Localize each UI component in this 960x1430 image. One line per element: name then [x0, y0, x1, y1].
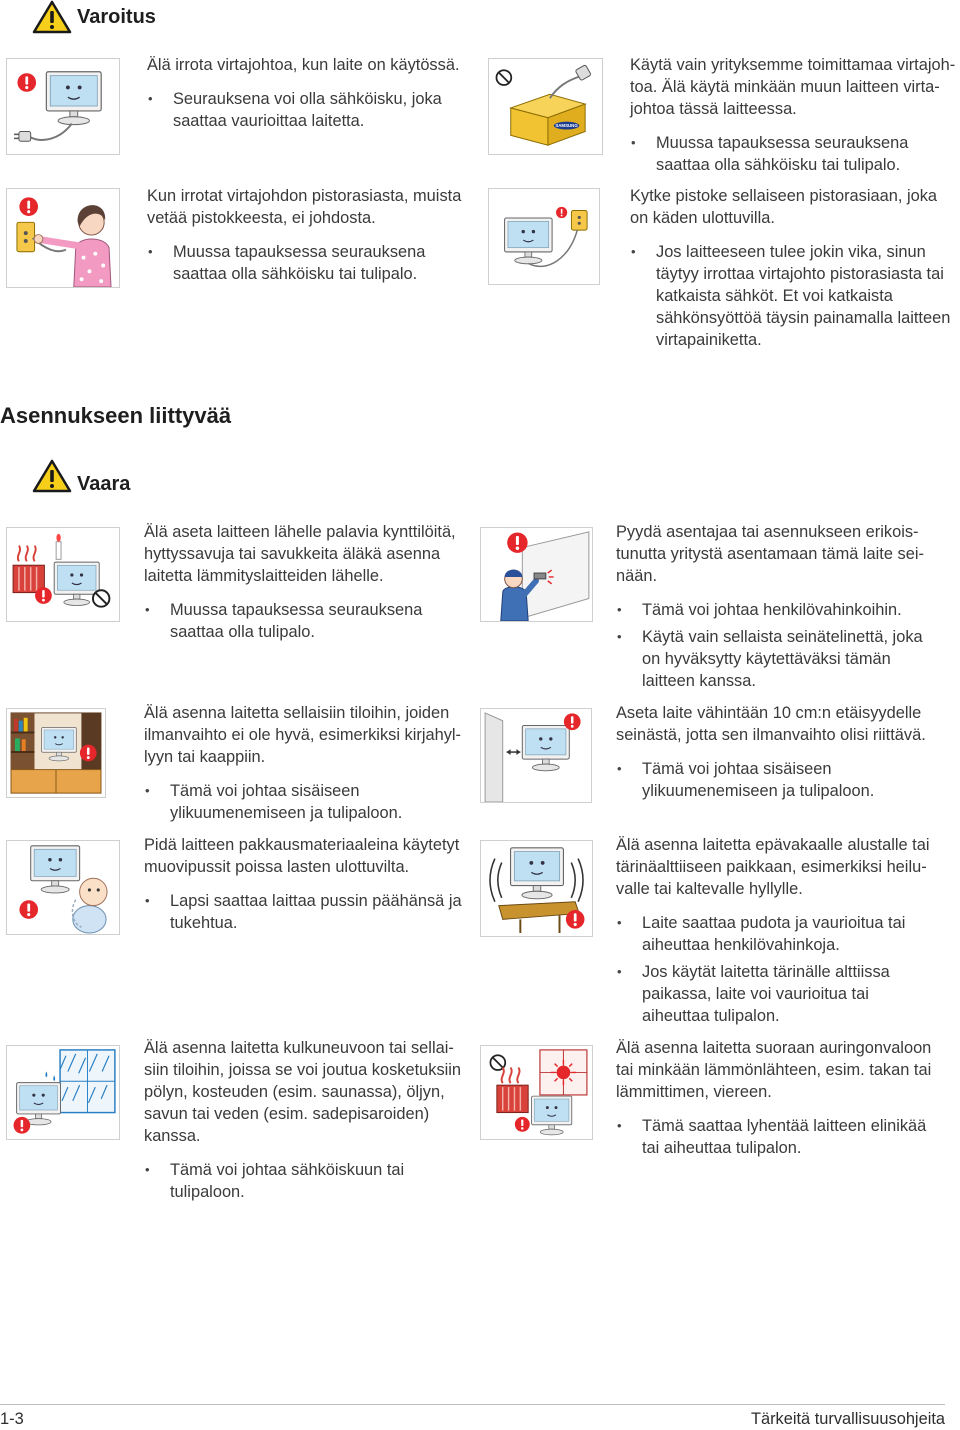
text-line: • Tämä voi johtaa sisäiseen	[642, 760, 832, 778]
exclamation-icon	[19, 900, 38, 919]
instruction-text	[144, 834, 462, 878]
warning-unplug-during-use	[147, 54, 460, 137]
text-line: virtapainiketta.	[656, 331, 762, 349]
text-line: nään.	[616, 567, 658, 585]
exclamation-icon	[515, 1117, 530, 1132]
text-line: täytyy irrottaa virtajohto pistorasiasta tai	[656, 265, 944, 283]
exclamation-icon	[19, 197, 38, 216]
text-line: tulipaloon.	[170, 1183, 245, 1201]
consequence-bullet	[144, 599, 456, 643]
consequence-bullet	[616, 599, 924, 621]
danger-heading: Vaara	[77, 473, 131, 495]
instruction-text	[147, 185, 461, 229]
text-line: johtoa tässä laitteessa.	[630, 100, 797, 118]
consequence-bullet	[147, 241, 461, 285]
text-line: katkaista sähköt. Et voi katkaista	[656, 287, 893, 305]
prohibition-icon	[496, 70, 511, 85]
text-line: lämmittimen, viereen.	[616, 1083, 772, 1101]
instruction-text	[616, 834, 929, 900]
monitor-icon	[532, 1096, 572, 1135]
consequence-bullet	[144, 780, 461, 824]
wall-mount-installer-illustration	[480, 527, 593, 622]
prohibition-icon	[93, 590, 109, 606]
instruction-text	[630, 185, 950, 229]
footer-divider	[0, 1404, 945, 1405]
exclamation-icon	[14, 1117, 31, 1134]
text-line: Aseta laite vähintään 10 cm:n etäisyydelle	[616, 704, 922, 722]
exclamation-icon	[566, 910, 585, 929]
warning-pull-plug-not-cord	[147, 185, 461, 290]
text-line: Älä aseta laitteen lähelle palavia kynttilöitä,	[144, 523, 456, 541]
monitor-icon	[522, 726, 569, 771]
consequence-bullet	[630, 241, 950, 351]
accessible-outlet-illustration	[488, 188, 600, 285]
wall-panel	[485, 713, 503, 802]
text-line: Älä irrota virtajohtoa, kun laite on käytössä.	[147, 56, 460, 74]
consequence-bullet	[616, 961, 929, 1027]
text-line: Käytä vain yrityksemme toimittamaa virtajoh-	[630, 56, 956, 74]
text-line: hyttyssavuja tai savukkeita äläkä asenna	[144, 545, 441, 563]
rainy-window-icon	[60, 1050, 115, 1113]
text-line: pölyn, kosteuden (esim. saunassa), öljyn,	[144, 1083, 445, 1101]
power-plug-icon	[14, 124, 72, 142]
wall-panel	[522, 532, 589, 618]
wall-clearance-illustration	[480, 708, 592, 803]
instruction-text	[630, 54, 955, 120]
text-line: • Muussa tapauksessa seurauksena	[173, 243, 426, 261]
woman-figure	[34, 205, 111, 287]
wall-socket-icon	[17, 222, 35, 251]
danger-poor-ventilation	[144, 702, 461, 829]
text-line: saattaa olla sähköisku tai tulipalo.	[656, 156, 901, 174]
instruction-text	[144, 1037, 461, 1147]
wall-socket-icon	[571, 211, 587, 231]
text-line: seinästä, jotta sen ilmanvaihto olisi riittävä.	[616, 726, 926, 744]
text-line: siin tiloihin, joissa se voi joutua kosketuksiin	[144, 1061, 462, 1079]
text-line: • Tämä voi johtaa sähköiskuun tai	[170, 1161, 405, 1179]
text-line: • Muussa tapauksessa seurauksena	[656, 134, 909, 152]
text-line: Pidä laitteen pakkausmateriaaleina käytetyt	[144, 836, 460, 854]
footer-title: Tärkeitä turvallisuusohjeita	[750, 1410, 945, 1428]
danger-plastic-bags	[144, 834, 462, 939]
text-line: tunutta yritystä asentamaan tämä laite sei-	[616, 545, 924, 563]
instruction-text	[616, 702, 926, 746]
text-line: Kun irrotat virtajohdon pistorasiasta, muista	[147, 187, 462, 205]
danger-direct-sunlight	[616, 1037, 931, 1164]
text-line: Pyydä asentajaa tai asennukseen erikois-	[616, 523, 919, 541]
text-line: sähkönsyöttöä täysin painamalla laitteen	[656, 309, 951, 327]
heater-icon	[13, 546, 44, 593]
exclamation-icon	[80, 745, 97, 762]
baby-figure	[72, 878, 107, 933]
supplied-cord-illustration	[488, 58, 603, 155]
warning-use-supplied-cord	[630, 54, 955, 181]
text-line: tai minkään lämmönlähteen, esim. takan tai	[616, 1061, 932, 1079]
text-line: toa. Älä käytä minkään muun laitteen virta-	[630, 78, 940, 96]
text-line: aiheuttaa henkilövahinkoja.	[642, 936, 840, 954]
text-line: Älä asenna laitetta kulkuneuvoon tai sellai-	[144, 1039, 454, 1057]
text-line: valle tai kaltevalle hyllylle.	[616, 880, 803, 898]
exclamation-icon	[35, 587, 52, 604]
candle-icon	[56, 534, 61, 559]
raindrops	[45, 1071, 55, 1081]
text-line: ylikuumenemiseen ja tulipaloon.	[642, 782, 875, 800]
text-line: aiheuttaa tulipalon.	[642, 1007, 780, 1025]
consequence-bullet	[630, 132, 955, 176]
exclamation-icon	[556, 207, 567, 218]
text-line: tai aiheuttaa tulipalon.	[642, 1139, 802, 1157]
text-line: saattaa olla sähköisku tai tulipalo.	[173, 265, 418, 283]
power-plug-icon	[550, 65, 591, 98]
text-line: tukehtua.	[170, 914, 238, 932]
text-line: • Tämä saattaa lyhentää laitteen elinikää	[642, 1117, 927, 1135]
text-line: laitteen kanssa.	[642, 672, 756, 690]
text-line: • Jos laitteeseen tulee jokin vika, sinun	[656, 243, 926, 261]
text-line: Älä asenna laitetta suoraan auringonvaloon	[616, 1039, 932, 1057]
warning-accessible-outlet	[630, 185, 950, 356]
instruction-text	[144, 702, 461, 768]
rain-moisture-illustration	[6, 1045, 120, 1140]
exclamation-icon	[564, 713, 581, 730]
package-box-icon	[511, 94, 585, 145]
heater-icon	[497, 1068, 528, 1113]
exclamation-icon	[507, 532, 527, 552]
consequence-bullet	[147, 88, 460, 132]
text-line: • Tämä voi johtaa henkilövahinkoihin.	[642, 601, 902, 619]
exclamation-icon	[17, 73, 36, 92]
instruction-text	[147, 54, 460, 76]
instruction-text	[144, 521, 456, 587]
instruction-text	[616, 521, 924, 587]
text-line: Älä asenna laitetta epävakaalle alustalle tai	[616, 836, 930, 854]
consequence-bullet	[144, 890, 462, 934]
plastic-bag-child-illustration	[6, 840, 120, 935]
danger-vehicle-moisture	[144, 1037, 461, 1208]
page-number: 1-3	[0, 1410, 24, 1428]
text-line: Kytke pistoke sellaiseen pistorasiaan, joka	[630, 187, 938, 205]
sunlight-heat-illustration	[480, 1045, 593, 1140]
monitor-icon	[511, 848, 564, 899]
text-line: ilmanvaihto ei ole hyvä, esimerkiksi kirjahyl-	[144, 726, 461, 744]
text-line: • Laite saattaa pudota ja vaurioitua tai	[642, 914, 906, 932]
monitor-icon	[505, 218, 553, 264]
pull-plug-not-cord-illustration	[6, 188, 120, 288]
text-line: tärinäalttiiseen paikkaan, esimerkiksi heilu-	[616, 858, 927, 876]
text-line: saattaa vaurioittaa laitetta.	[173, 112, 365, 130]
warning-heading: Varoitus	[77, 6, 156, 28]
consequence-bullet	[616, 912, 929, 956]
danger-heat-sources	[144, 521, 456, 648]
brand-logo: SAMSUNG	[555, 123, 578, 129]
danger-wall-clearance	[616, 702, 926, 807]
bookshelf-ventilation-illustration	[6, 708, 106, 798]
section-title: Asennukseen liittyvää	[0, 403, 232, 428]
instruction-text	[616, 1037, 931, 1103]
text-line: • Tämä voi johtaa sisäiseen	[170, 782, 360, 800]
text-line: paikassa, laite voi vaurioitua tai	[642, 985, 869, 1003]
text-line: muovipussit poissa lasten ulottuvilta.	[144, 858, 410, 876]
consequence-bullet	[616, 1115, 931, 1159]
text-line: • Muussa tapauksessa seurauksena	[170, 601, 423, 619]
text-line: saattaa olla tulipalo.	[170, 623, 315, 641]
text-line: • Seurauksena voi olla sähköisku, joka	[173, 90, 442, 108]
consequence-bullet	[616, 758, 926, 802]
heat-sources-illustration	[6, 527, 120, 622]
text-line: • Jos käytät laitetta tärinälle alttiissa	[642, 963, 890, 981]
sunny-window-icon	[540, 1050, 587, 1095]
monitor-icon	[31, 846, 80, 893]
consequence-bullet	[144, 1159, 461, 1203]
danger-unstable-surface	[616, 834, 929, 1032]
text-line: laitetta lämmityslaitteiden lähelle.	[144, 567, 384, 585]
text-line: kanssa.	[144, 1127, 201, 1145]
text-line: Älä asenna laitetta sellaisiin tiloihin, joiden	[144, 704, 450, 722]
text-line: lyyn tai kaappiin.	[144, 748, 266, 766]
text-line: • Käytä vain sellaista seinätelinettä, joka	[642, 628, 923, 646]
unplug-during-use-illustration	[6, 58, 120, 155]
danger-professional-wall-mount	[616, 521, 924, 697]
text-line: on käden ulottuvilla.	[630, 209, 775, 227]
monitor-icon	[46, 72, 101, 125]
danger-triangle-icon	[32, 459, 72, 493]
warning-triangle-icon	[32, 0, 72, 34]
text-line: savun tai veden (esim. sadepisaroiden)	[144, 1105, 430, 1123]
text-line: on hyväksytty käytettäväksi tämän	[642, 650, 891, 668]
text-line: vetää pistokkeesta, ei johdosta.	[147, 209, 376, 227]
text-line: • Lapsi saattaa laittaa pussin päähänsä ja	[170, 892, 462, 910]
clearance-arrow-icon	[507, 749, 521, 755]
text-line: ylikuumenemiseen ja tulipaloon.	[170, 804, 403, 822]
consequence-bullet	[616, 626, 924, 692]
unstable-surface-illustration	[480, 840, 593, 937]
